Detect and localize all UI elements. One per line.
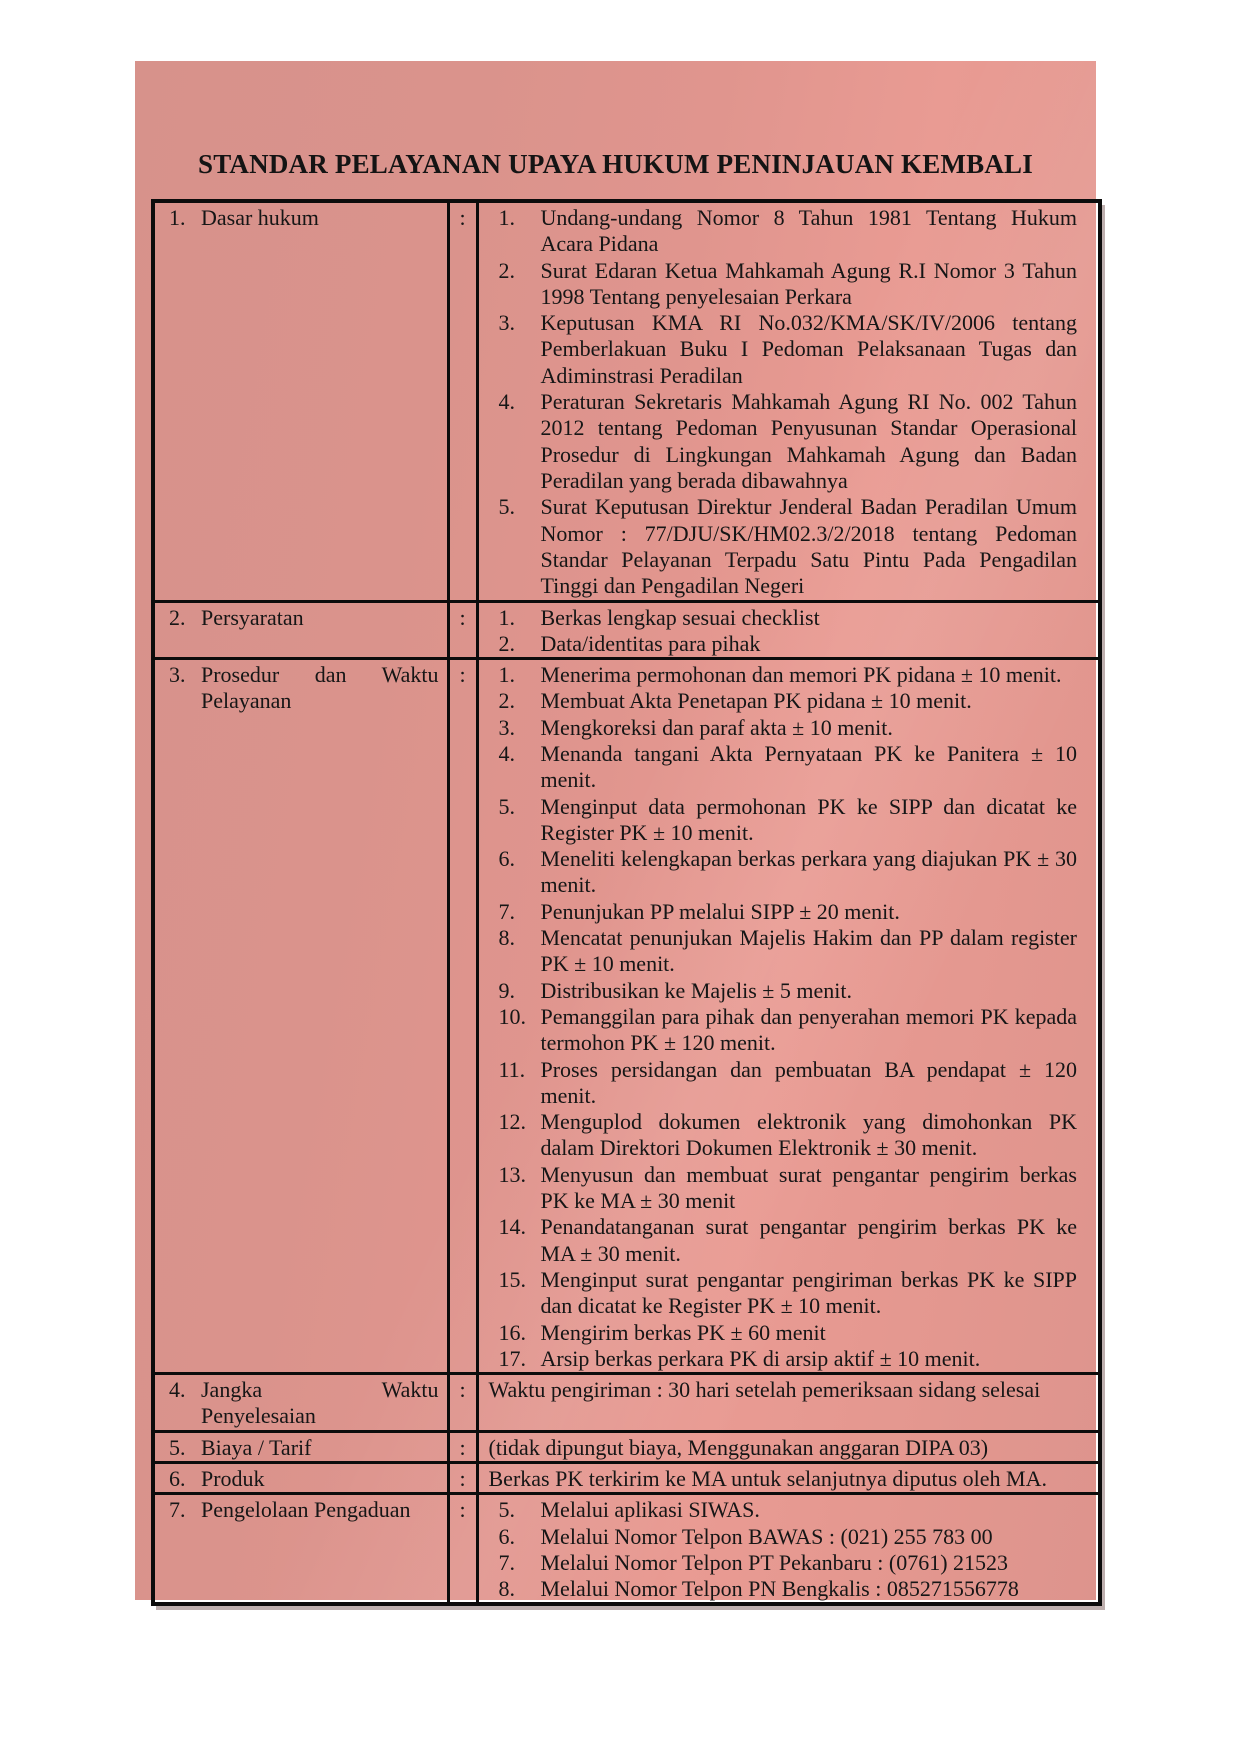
row-number: 1. xyxy=(169,205,186,230)
list-item: 3. Keputusan KMA RI No.032/KMA/SK/IV/2006 tentang Pemberlakuan Buku I Pedoman Pelaksanaan Tugas dan Adiminstrasi Peradilan xyxy=(541,310,1078,389)
row-number: 6. xyxy=(169,1466,186,1491)
list-item: 8. Melalui Nomor Telpon PN Bengkalis : 085271556778 xyxy=(541,1576,1078,1602)
row-content-cell xyxy=(477,201,1100,601)
list-item: 6. Meneliti kelengkapan berkas perkara yang diajukan PK ± 30 menit. xyxy=(541,846,1078,899)
row-label: Produk xyxy=(201,1466,265,1491)
colon-separator: : xyxy=(448,201,477,601)
list-item: 2. Surat Edaran Ketua Mahkamah Agung R.I Nomor 3 Tahun 1998 Tentang penyelesaian Perkara xyxy=(541,258,1078,311)
table-row-pengaduan xyxy=(153,1494,1100,1605)
document-page xyxy=(135,61,1096,1600)
list-item: 15. Menginput surat pengantar pengiriman berkas PK ke SIPP dan dicatat ke Register PK ± 10 menit. xyxy=(541,1267,1078,1320)
colon-separator: : xyxy=(448,1494,477,1605)
list-item: 5. Melalui aplikasi SIWAS. xyxy=(541,1497,1078,1523)
list-item: 4. Peraturan Sekretaris Mahkamah Agung RI No. 002 Tahun 2012 tentang Pedoman Penyusunan Standar Operasional Prosedur di Lingkungan Mahkamah Agung dan Badan Peradilan yang berada dibawahnya xyxy=(541,389,1078,494)
row-label: Biaya / Tarif xyxy=(201,1434,312,1460)
content-list xyxy=(479,205,1099,599)
row-label: Jangka Waktu Penyelesaian xyxy=(201,1377,439,1429)
row-number: 4. xyxy=(169,1377,186,1403)
row-label-cell xyxy=(153,1494,448,1605)
row-number: 3. xyxy=(169,662,186,688)
row-label-cell xyxy=(153,601,448,659)
list-item: 1. Berkas lengkap sesuai checklist xyxy=(541,605,1078,631)
colon-separator: : xyxy=(448,601,477,659)
row-content-cell xyxy=(477,1431,1100,1462)
row-label-cell xyxy=(153,1463,448,1494)
content-list xyxy=(479,662,1099,1372)
row-label: Pengelolaan Pengaduan xyxy=(201,1497,411,1523)
table-row-produk xyxy=(153,1463,1100,1494)
table-row-biaya-tarif xyxy=(153,1431,1100,1462)
colon-separator: : xyxy=(448,1374,477,1432)
list-item: 11. Proses persidangan dan pembuatan BA pendapat ± 120 menit. xyxy=(541,1057,1078,1110)
row-label-cell xyxy=(153,201,448,601)
list-item: 1. Menerima permohonan dan memori PK pidana ± 10 menit. xyxy=(541,662,1078,688)
content-list xyxy=(479,1497,1099,1602)
service-standard-table xyxy=(151,199,1102,1606)
table-row-prosedur xyxy=(153,659,1100,1374)
list-item: 1. Undang-undang Nomor 8 Tahun 1981 Tentang Hukum Acara Pidana xyxy=(541,205,1078,258)
row-label: Persyaratan xyxy=(201,604,304,630)
colon-separator: : xyxy=(448,1431,477,1462)
row-content-cell xyxy=(477,1463,1100,1494)
row-label: Dasar hukum xyxy=(201,205,319,230)
row-number: 2. xyxy=(169,604,186,630)
row-content-cell xyxy=(477,1494,1100,1605)
list-item: 6. Melalui Nomor Telpon BAWAS : (021) 255 783 00 xyxy=(541,1524,1078,1550)
list-item: 7. Penunjukan PP melalui SIPP ± 20 menit. xyxy=(541,899,1078,925)
list-item: 5. Menginput data permohonan PK ke SIPP dan dicatat ke Register PK ± 10 menit. xyxy=(541,794,1078,847)
list-item: 10. Pemanggilan para pihak dan penyerahan memori PK kepada termohon PK ± 120 menit. xyxy=(541,1004,1078,1057)
content-text: Waktu pengiriman : 30 hari setelah pemeriksaan sidang selesai xyxy=(488,1377,1041,1403)
row-label-cell xyxy=(153,1374,448,1432)
row-label: Prosedur dan Waktu Pelayanan xyxy=(201,662,439,714)
content-list xyxy=(479,605,1099,658)
row-number: 7. xyxy=(169,1497,186,1523)
content-text: Berkas PK terkirim ke MA untuk selanjutnya diputus oleh MA. xyxy=(488,1466,1047,1491)
list-item: 3. Mengkoreksi dan paraf akta ± 10 menit. xyxy=(541,715,1078,741)
table-row-dasar-hukum xyxy=(153,201,1100,601)
list-item: 2. Membuat Akta Penetapan PK pidana ± 10 menit. xyxy=(541,688,1078,714)
list-item: 9. Distribusikan ke Majelis ± 5 menit. xyxy=(541,978,1078,1004)
row-content-cell xyxy=(477,601,1100,659)
row-label-cell xyxy=(153,1431,448,1462)
list-item: 5. Surat Keputusan Direktur Jenderal Badan Peradilan Umum Nomor : 77/DJU/SK/HM02.3/2/2018 tentang Pedoman Standar Pelayanan Terpadu Satu Pintu Pada Pengadilan Tinggi dan Pengadilan Negeri xyxy=(541,494,1078,599)
list-item: 14. Penandatanganan surat pengantar pengirim berkas PK ke MA ± 30 menit. xyxy=(541,1214,1078,1267)
colon-separator: : xyxy=(448,659,477,1374)
list-item: 4. Menanda tangani Akta Pernyataan PK ke Panitera ± 10 menit. xyxy=(541,741,1078,794)
content-text: (tidak dipungut biaya, Menggunakan anggaran DIPA 03) xyxy=(488,1434,989,1460)
list-item: 8. Mencatat penunjukan Majelis Hakim dan PP dalam register PK ± 10 menit. xyxy=(541,925,1078,978)
list-item: 17. Arsip berkas perkara PK di arsip aktif ± 10 menit. xyxy=(541,1346,1078,1372)
colon-separator: : xyxy=(448,1463,477,1494)
list-item: 13. Menyusun dan membuat surat pengantar pengirim berkas PK ke MA ± 30 menit xyxy=(541,1162,1078,1215)
list-item: 16. Mengirim berkas PK ± 60 menit xyxy=(541,1320,1078,1346)
table-row-jangka-waktu xyxy=(153,1374,1100,1432)
row-content-cell xyxy=(477,659,1100,1374)
list-item: 2. Data/identitas para pihak xyxy=(541,631,1078,657)
table-row-persyaratan xyxy=(153,601,1100,659)
row-content-cell xyxy=(477,1374,1100,1432)
document-title: STANDAR PELAYANAN UPAYA HUKUM PENINJAUAN KEMBALI xyxy=(198,149,1033,179)
row-label-cell xyxy=(153,659,448,1374)
list-item: 7. Melalui Nomor Telpon PT Pekanbaru : (0761) 21523 xyxy=(541,1550,1078,1576)
row-number: 5. xyxy=(169,1434,186,1460)
list-item: 12. Menguplod dokumen elektronik yang dimohonkan PK dalam Direktori Dokumen Elektronik ± 30 menit. xyxy=(541,1109,1078,1162)
